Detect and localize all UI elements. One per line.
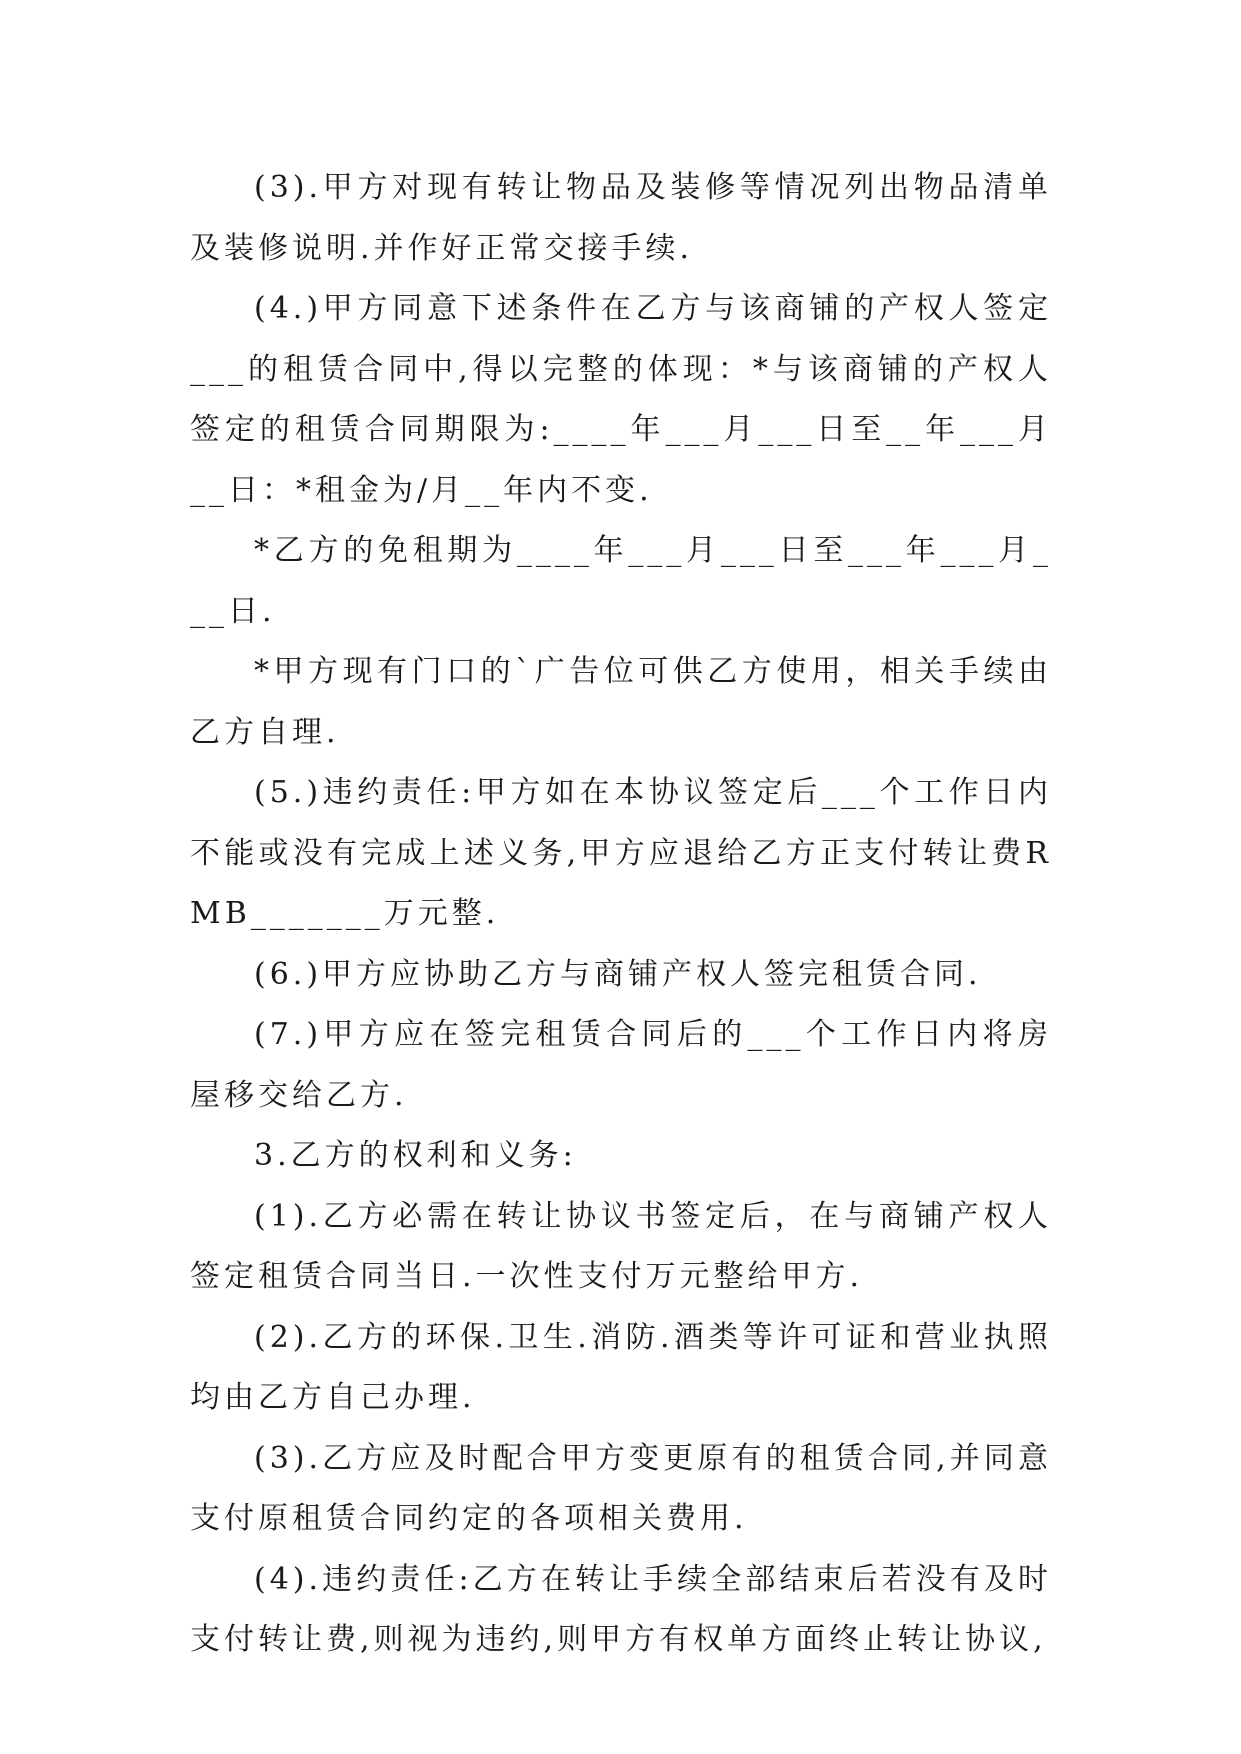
clause-party-a-7: (7.)甲方应在签完租赁合同后的___个工作日内将房屋移交给乙方. <box>190 1017 1052 1113</box>
clause-party-b-4: (4).违约责任:乙方在转让手续全部结束后若没有及时支付转让费,则视为违约,则甲方有权单方面终止转让协议, <box>190 1561 1052 1657</box>
clause-party-b-1: (1).乙方必需在转让协议书签定后，在与商铺产权人签定租赁合同当日.一次性支付万元整给甲方. <box>190 1198 1052 1294</box>
section-heading-party-b: 3.乙方的权利和义务: <box>254 1138 577 1173</box>
document-body <box>190 158 1052 1671</box>
clause-party-a-6: (6.)甲方应协助乙方与商铺产权人签完租赁合同. <box>254 956 982 992</box>
clause-party-a-3: (3).甲方对现有转让物品及装修等情况列出物品清单及装修说明.并作好正常交接手续. <box>190 170 1052 266</box>
clause-party-b-2: (2).乙方的环保.卫生.消防.酒类等许可证和营业执照均由乙方自己办理. <box>190 1319 1052 1415</box>
clause-advertising-space: *甲方现有门口的`广告位可供乙方使用，相关手续由乙方自理. <box>190 654 1052 750</box>
clause-rent-free-period: *乙方的免租期为____年___月___日至___年___月___日. <box>190 533 1052 629</box>
clause-party-b-3: (3).乙方应及时配合甲方变更原有的租赁合同,并同意支付原租赁合同约定的各项相关费用. <box>190 1440 1052 1536</box>
clause-party-a-4: (4.)甲方同意下述条件在乙方与该商铺的产权人签定___的租赁合同中,得以完整的体现：*与该商铺的产权人签定的租赁合同期限为:____年___月___日至__年___月__日：*租金为/月__年内不变. <box>190 291 1052 508</box>
clause-party-a-5: (5.)违约责任:甲方如在本协议签定后___个工作日内不能或没有完成上述义务,甲方应退给乙方正支付转让费RMB_______万元整. <box>190 775 1052 931</box>
